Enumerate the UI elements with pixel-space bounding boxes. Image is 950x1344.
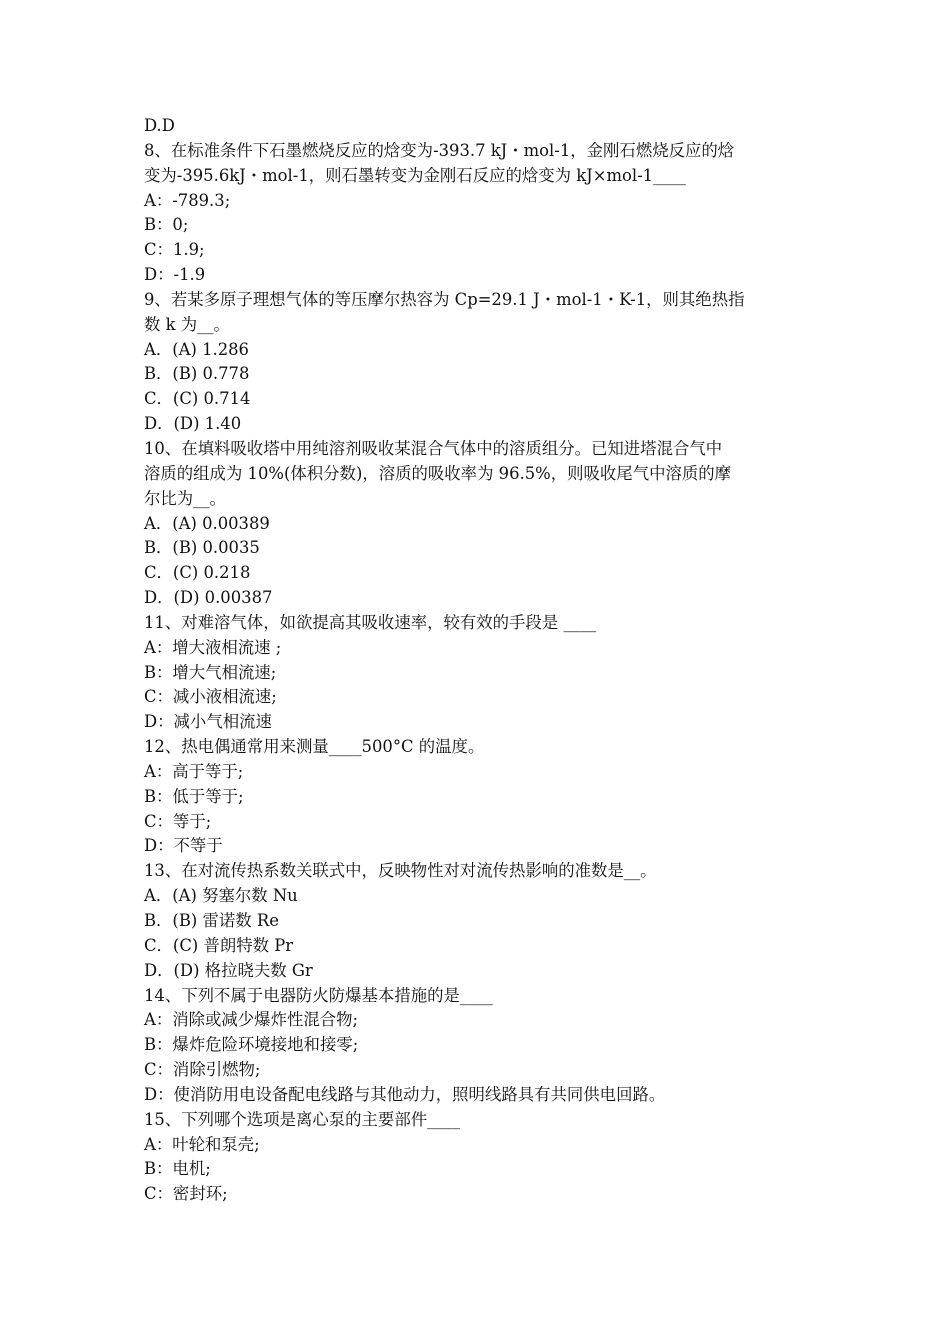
document-page: [144, 114, 814, 1207]
question-10-option-b: B．(B) 0.0035: [144, 538, 260, 558]
question-9-option-d: D．(D) 1.40: [144, 414, 242, 434]
question-13-line-1: 13、在对流传热系数关联式中，反映物性对对流传热影响的准数是__。: [144, 861, 657, 881]
question-9-option-c: C．(C) 0.714: [144, 389, 251, 409]
question-10-option-d: D．(D) 0.00387: [144, 588, 273, 608]
question-15-line-1: 15、下列哪个选项是离心泵的主要部件____: [144, 1109, 460, 1129]
question-12-option-b: B：低于等于;: [144, 786, 244, 806]
question-14-option-d: D：使消防用电设备配电线路与其他动力，照明线路具有共同供电回路。: [144, 1084, 666, 1104]
question-13-option-c: C．(C) 普朗特数 Pr: [144, 935, 294, 955]
question-15-option-a: A：叶轮和泵壳;: [144, 1134, 260, 1154]
question-8-option-b: B：0;: [144, 215, 189, 235]
question-15-option-c: C：密封环;: [144, 1184, 228, 1204]
question-12-option-d: D：不等于: [144, 836, 223, 856]
option-d-prev: D.D: [144, 116, 175, 135]
question-14-line-1: 14、下列不属于电器防火防爆基本措施的是____: [144, 985, 493, 1005]
question-10-line-1: 10、在填料吸收塔中用纯溶剂吸收某混合气体中的溶质组分。已知进塔混合气中: [144, 438, 723, 458]
question-8-option-d: D：-1.9: [144, 265, 206, 285]
question-14-option-a: A：消除或减少爆炸性混合物;: [144, 1010, 359, 1030]
question-15-option-b: B：电机;: [144, 1159, 211, 1179]
question-12-line-1: 12、热电偶通常用来测量____500°C 的温度。: [144, 737, 485, 757]
question-11-option-d: D：减小气相流速: [144, 712, 272, 732]
question-13-option-b: B．(B) 雷诺数 Re: [144, 911, 279, 930]
question-10-line-3: 尔比为__。: [144, 488, 226, 508]
question-8-option-c: C：1.9;: [144, 240, 205, 260]
question-9-option-b: B．(B) 0.778: [144, 364, 250, 384]
question-11-option-a: A：增大液相流速 ;: [144, 637, 282, 657]
question-9-line-1: 9、若某多原子理想气体的等压摩尔热容为 Cp=29.1 J・mol-1・K-1，则其绝热指: [144, 289, 745, 309]
question-8-line-1: 8、在标准条件下石墨燃烧反应的焓变为-393.7 kJ・mol-1，金刚石燃烧反应的焓: [144, 140, 735, 160]
question-12-option-c: C：等于;: [144, 811, 212, 831]
question-10-option-a: A．(A) 0.00389: [144, 513, 270, 533]
question-8-line-2: 变为-395.6kJ・mol-1，则石墨转变为金刚石反应的焓变为 kJ×mol-1____: [144, 165, 686, 185]
question-13-option-a: A．(A) 努塞尔数 Nu: [144, 886, 298, 906]
question-9-line-2: 数 k 为__。: [144, 314, 230, 334]
question-13-option-d: D．(D) 格拉晓夫数 Gr: [144, 960, 313, 980]
question-11-option-b: B：增大气相流速;: [144, 662, 277, 682]
question-11-line-1: 11、对难溶气体，如欲提高其吸收速率，较有效的手段是 ____: [144, 612, 597, 632]
question-10-line-2: 溶质的组成为 10%(体积分数)，溶质的吸收率为 96.5%，则吸收尾气中溶质的摩: [144, 463, 732, 483]
question-14-option-c: C：消除引燃物;: [144, 1060, 261, 1080]
question-9-option-a: A．(A) 1.286: [144, 339, 249, 359]
question-10-option-c: C．(C) 0.218: [144, 563, 251, 583]
question-8-option-a: A：-789.3;: [144, 190, 231, 210]
question-11-option-c: C：减小液相流速;: [144, 687, 277, 707]
question-14-option-b: B：爆炸危险环境接地和接零;: [144, 1035, 359, 1055]
question-12-option-a: A：高于等于;: [144, 761, 244, 781]
